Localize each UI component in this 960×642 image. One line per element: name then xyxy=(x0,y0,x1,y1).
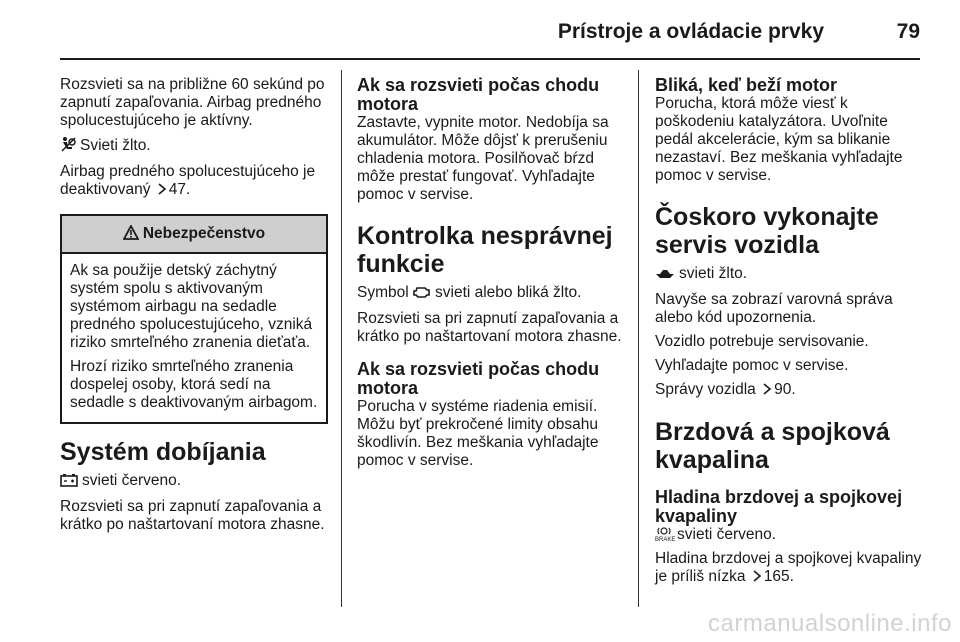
page-reference[interactable]: 90. xyxy=(774,381,796,398)
airbag-off-status xyxy=(60,136,328,157)
airbag-deactivated-text xyxy=(60,163,328,200)
engine-check-icon xyxy=(413,285,431,304)
brake-icon-label: BRAKE xyxy=(655,537,676,543)
watermark: carmanualsonline.info xyxy=(708,610,952,637)
brake-fluid-label: Hladina brzdovej a spojkovej kvapaliny je príliš nízka xyxy=(655,550,922,585)
column-divider xyxy=(638,70,639,607)
danger-warning-text-1: Ak sa použije detský záchytný systém spolu s aktivovaným systémom airbagu na sedadle predného spolucestujúceho, vzniká riziko smrteľného zranenia dieťaťa. xyxy=(70,262,313,351)
danger-warning-header xyxy=(62,216,326,254)
danger-warning-title: Nebezpečenstvo xyxy=(142,225,266,242)
brake-fluid-text xyxy=(655,550,925,587)
section-heading-charging: Systém dobíjania xyxy=(60,438,266,466)
page-number: 79 xyxy=(896,20,920,43)
column-1 xyxy=(60,76,328,540)
service-text-2: Vozidlo potrebuje servisovanie. xyxy=(655,333,869,350)
vehicle-messages-label: Správy vozidla xyxy=(655,381,756,398)
blinks-text: Porucha, ktorá môže viesť k poškodeniu katalyzátora. Uvoľnite pedál akcelerácie, kým sa blikanie nezastaví. Bez meškania vyhľadajte pomoc v servise. xyxy=(655,95,903,184)
airbag-off-status-text: Svieti žlto. xyxy=(80,137,151,154)
subheading-engine-running: Ak sa rozsvieti počas chodu motora xyxy=(357,75,600,114)
column-2 xyxy=(357,76,625,476)
service-status xyxy=(655,265,925,285)
service-status-text: svieti žlto. xyxy=(679,265,748,282)
header-rule xyxy=(60,58,920,60)
danger-warning-text-2: Hrozí riziko smrteľného zranenia dospelej osoby, ktorá sedí na sedadle s deaktivovaným airbagom. xyxy=(70,358,318,411)
brake-status xyxy=(655,526,925,544)
page-header-title: Prístroje a ovládacie prvky xyxy=(557,20,824,43)
section-heading-service: Čoskoro vykonajte servis vozidla xyxy=(655,203,879,259)
subheading-engine-running-2: Ak sa rozsvieti počas chodu motora xyxy=(357,359,600,398)
page-reference-icon xyxy=(157,182,167,200)
symbol-label: Symbol xyxy=(357,284,409,301)
brake-icon xyxy=(655,527,676,543)
charging-text: Rozsvieti sa pri zapnutí zapaľovania a krátko po naštartovaní motora zhasne. xyxy=(60,498,325,533)
malfunction-symbol-text xyxy=(357,284,625,304)
airbag-deactivated-label: Airbag predného spolucestujúceho je deaktivovaný xyxy=(60,163,316,198)
malfunction-status-text: svieti alebo bliká žlto. xyxy=(435,284,582,301)
subheading-fluid-level: Hladina brzdovej a spojkovej kvapaliny xyxy=(655,487,903,526)
page-reference-icon xyxy=(762,382,772,400)
warning-triangle-icon xyxy=(123,218,139,254)
danger-warning-box xyxy=(60,214,328,424)
column-3 xyxy=(655,76,925,593)
airbag-off-icon xyxy=(60,136,76,157)
section-heading-brake-fluid: Brzdová a spojková kvapalina xyxy=(655,418,890,474)
page-reference[interactable]: 165. xyxy=(763,568,794,585)
engine-running-text: Zastavte, vypnite motor. Nedobíja sa akumulátor. Môže dôjsť k prerušeniu chladenia motora. Posilňovač bŕzd môže prestať fungovať. Vyhľadajte pomoc v servise. xyxy=(357,114,609,203)
column-divider xyxy=(341,70,342,607)
service-text-1: Navyše sa zobrazí varovná správa alebo kód upozornenia. xyxy=(655,291,893,326)
subheading-blinks: Bliká, keď beží motor xyxy=(655,75,837,95)
section-heading-malfunction: Kontrolka nesprávnej funkcie xyxy=(357,222,613,278)
battery-icon xyxy=(60,473,78,492)
airbag-on-text: Rozsvieti sa na približne 60 sekúnd po zapnutí zapaľovania. Airbag predného spolucestujúceho je aktívny. xyxy=(60,76,325,129)
service-wrench-icon xyxy=(655,267,675,285)
page-reference[interactable]: 47. xyxy=(168,181,191,198)
charging-status-text: svieti červeno. xyxy=(82,472,182,489)
service-text-3: Vyhľadajte pomoc v servise. xyxy=(655,357,849,374)
vehicle-messages-text xyxy=(655,381,925,400)
brake-status-text: svieti červeno. xyxy=(677,526,777,543)
page-reference-icon xyxy=(752,569,762,587)
emission-fault-text: Porucha v systéme riadenia emisií. Môžu byť prekročené limity obsahu škodlivín. Bez meškania vyhľadajte pomoc v servise. xyxy=(357,398,599,469)
malfunction-text: Rozsvieti sa pri zapnutí zapaľovania a krátko po naštartovaní motora zhasne. xyxy=(357,310,622,345)
charging-status xyxy=(60,472,328,492)
